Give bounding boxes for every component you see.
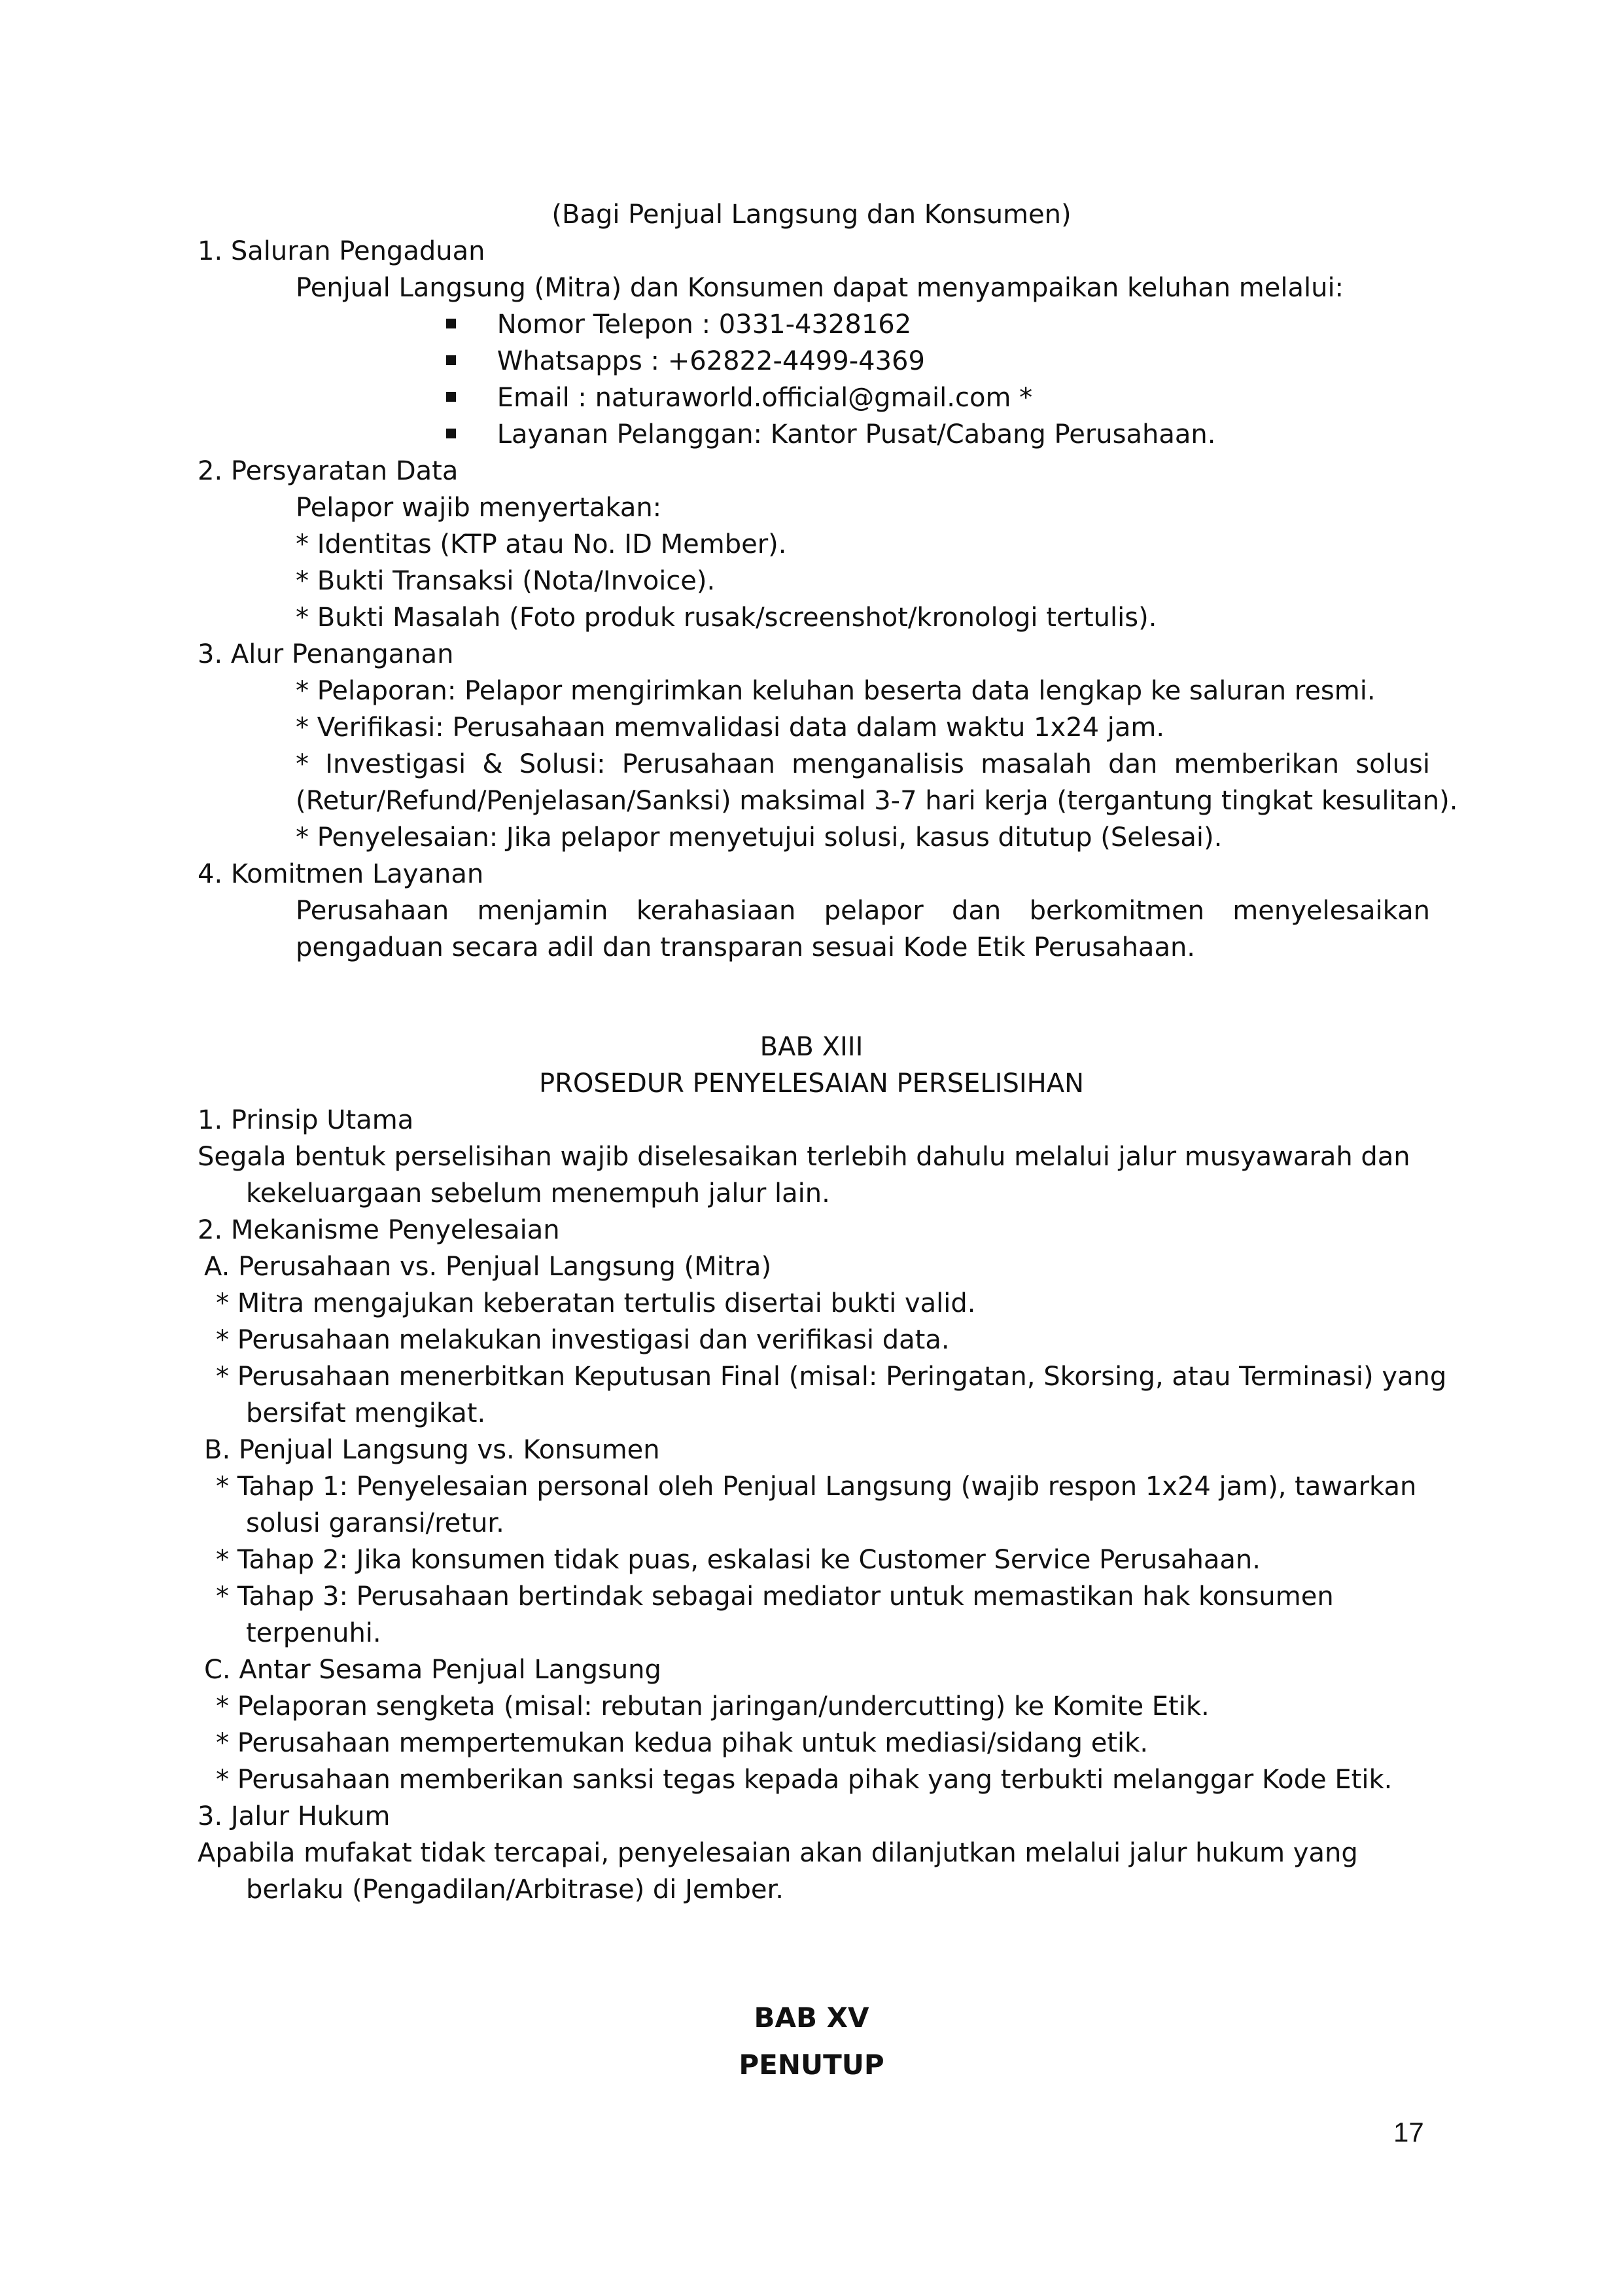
- text-line: pengaduan secara adil dan transparan sesuai Kode Etik Perusahaan.: [296, 932, 1196, 963]
- subsection-label: B. Penjual Langsung vs. Konsumen: [204, 1435, 660, 1465]
- item-title-alur-penanganan: 3. Alur Penanganan: [198, 639, 454, 669]
- page-number: 17: [1393, 2117, 1424, 2147]
- text-line: Apabila mufakat tidak tercapai, penyelesaian akan dilanjutkan melalui jalur hukum yang: [198, 1838, 1358, 1868]
- bullet-text: Email : naturaworld.official@gmail.com *: [497, 383, 1033, 413]
- text-line: * Tahap 2: Jika konsumen tidak puas, eskalasi ke Customer Service Perusahaan.: [216, 1545, 1261, 1575]
- subsection-title: 1. Prinsip Utama: [198, 1105, 414, 1135]
- text-line: * Perusahaan mempertemukan kedua pihak untuk mediasi/sidang etik.: [216, 1728, 1149, 1758]
- item-intro: Penjual Langsung (Mitra) dan Konsumen dapat menyampaikan keluhan melalui:: [296, 273, 1344, 303]
- text-line: * Pelaporan: Pelapor mengirimkan keluhan beserta data lengkap ke saluran resmi.: [296, 676, 1376, 706]
- chapter-label: BAB XV: [754, 2002, 869, 2034]
- text-line: * Investigasi & Solusi: Perusahaan menganalisis masalah dan memberikan solusi: [296, 749, 1430, 779]
- subsection-label: C. Antar Sesama Penjual Langsung: [204, 1655, 661, 1685]
- chapter-label: BAB XIII: [759, 1032, 864, 1062]
- item-title-saluran-pengaduan: 1. Saluran Pengaduan: [198, 236, 485, 266]
- bullet-item: [446, 306, 911, 343]
- chapter-title: PROSEDUR PENYELESAIAN PERSELISIHAN: [538, 1069, 1084, 1099]
- text-line: (Retur/Refund/Penjelasan/Sanksi) maksimal 3-7 hari kerja (tergantung tingkat kesulitan).: [296, 786, 1458, 816]
- text-line: kekeluargaan sebelum menempuh jalur lain.: [246, 1178, 830, 1209]
- bullet-item: [446, 380, 1032, 416]
- text-line: * Perusahaan menerbitkan Keputusan Final (misal: Peringatan, Skorsing, atau Terminasi) yang: [216, 1362, 1447, 1392]
- text-line: * Mitra mengajukan keberatan tertulis disertai bukti valid.: [216, 1288, 976, 1318]
- text-line: Pelapor wajib menyertakan:: [296, 493, 662, 523]
- square-bullet-icon: [446, 392, 456, 402]
- text-line: Perusahaan menjamin kerahasiaan pelapor dan berkomitmen menyelesaikan: [296, 896, 1430, 926]
- square-bullet-icon: [446, 429, 456, 438]
- square-bullet-icon: [446, 355, 456, 365]
- text-line: * Penyelesaian: Jika pelapor menyetujui solusi, kasus ditutup (Selesai).: [296, 822, 1223, 853]
- bullet-text: Whatsapps : +62822-4499-4369: [497, 346, 925, 376]
- item-title-persyaratan-data: 2. Persyaratan Data: [198, 456, 459, 486]
- item-title-komitmen-layanan: 4. Komitmen Layanan: [198, 859, 484, 889]
- section-heading: (Bagi Penjual Langsung dan Konsumen): [551, 200, 1072, 230]
- text-line: * Tahap 1: Penyelesaian personal oleh Penjual Langsung (wajib respon 1x24 jam), tawarkan: [216, 1472, 1417, 1502]
- square-bullet-icon: [446, 319, 456, 328]
- text-line: Segala bentuk perselisihan wajib diselesaikan terlebih dahulu melalui jalur musyawarah dan: [198, 1142, 1410, 1172]
- text-line: * Perusahaan memberikan sanksi tegas kepada pihak yang terbukti melanggar Kode Etik.: [216, 1765, 1393, 1795]
- text-line: * Perusahaan melakukan investigasi dan verifikasi data.: [216, 1325, 950, 1355]
- bullet-item: [446, 343, 925, 380]
- chapter-title: PENUTUP: [739, 2049, 884, 2081]
- text-line: * Verifikasi: Perusahaan memvalidasi data dalam waktu 1x24 jam.: [296, 713, 1165, 743]
- text-line: berlaku (Pengadilan/Arbitrase) di Jember.: [246, 1875, 784, 1905]
- text-line: bersifat mengikat.: [246, 1398, 486, 1428]
- text-line: * Bukti Transaksi (Nota/Invoice).: [296, 566, 716, 596]
- subsection-title: 3. Jalur Hukum: [198, 1801, 391, 1831]
- text-line: terpenuhi.: [246, 1618, 381, 1648]
- text-line: * Pelaporan sengketa (misal: rebutan jaringan/undercutting) ke Komite Etik.: [216, 1691, 1210, 1722]
- text-line: * Identitas (KTP atau No. ID Member).: [296, 529, 787, 559]
- text-line: * Bukti Masalah (Foto produk rusak/screenshot/kronologi tertulis).: [296, 603, 1157, 633]
- text-line: * Tahap 3: Perusahaan bertindak sebagai mediator untuk memastikan hak konsumen: [216, 1581, 1334, 1612]
- bullet-text: Nomor Telepon : 0331-4328162: [497, 309, 912, 340]
- text-line: solusi garansi/retur.: [246, 1508, 504, 1538]
- bullet-text: Layanan Pelanggan: Kantor Pusat/Cabang Perusahaan.: [497, 419, 1216, 450]
- subsection-label: A. Perusahaan vs. Penjual Langsung (Mitra): [204, 1252, 772, 1282]
- bullet-item: [446, 416, 1215, 453]
- subsection-title: 2. Mekanisme Penyelesaian: [198, 1215, 560, 1245]
